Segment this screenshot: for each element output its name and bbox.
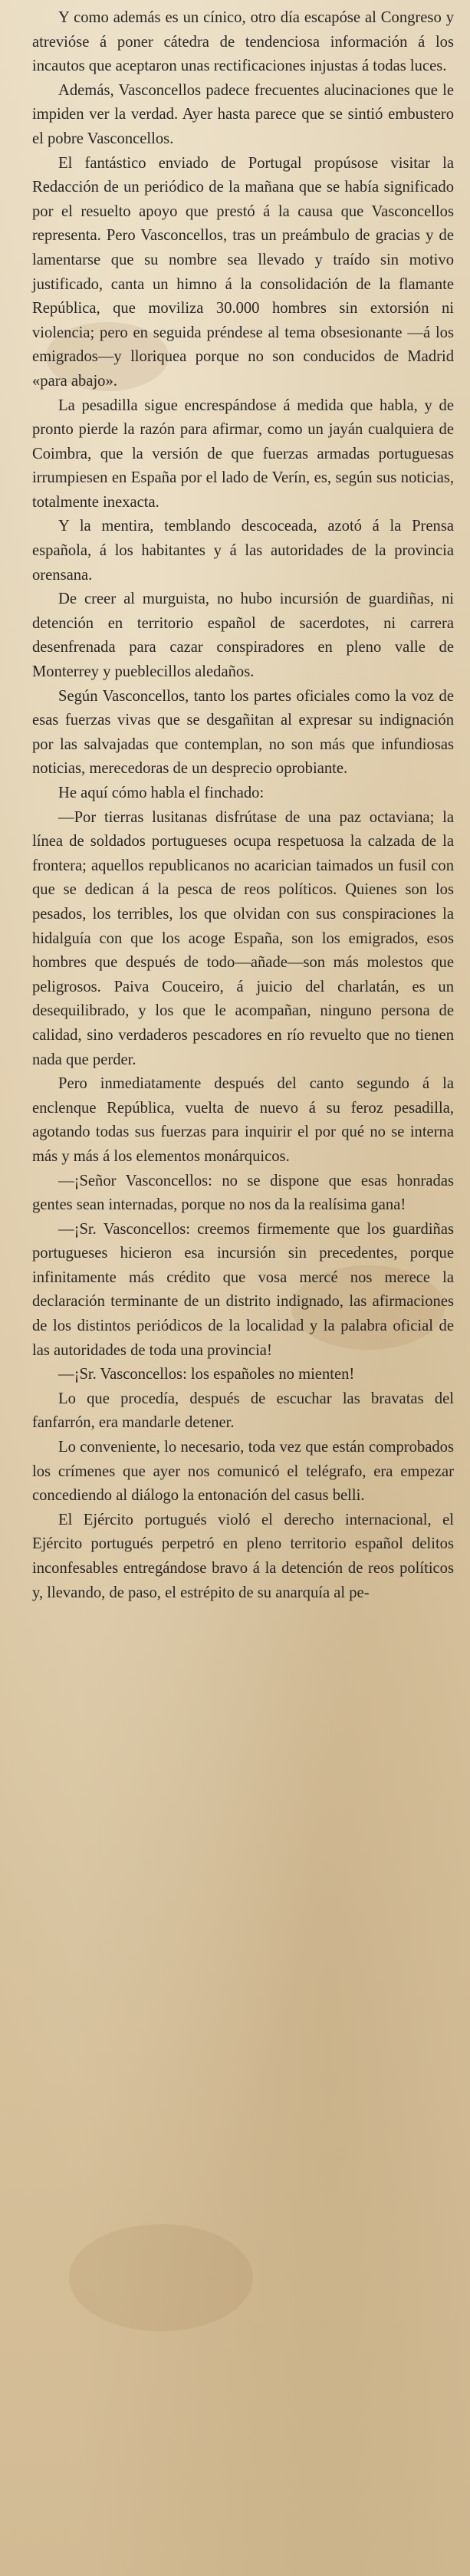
article-paragraph: He aquí cómo habla el finchado: (58, 785, 265, 801)
article-paragraph: La pesadilla sigue encrespándose á medida que habla, y de pronto pierde la razón para afirmar, como un jayán cualquiera de Coimbra, que la versión de que fuerzas armadas portuguesas irrumpiesen en España por el lado de Verín, es, según sus noticias, totalmente inexacta. (32, 396, 454, 511)
article-paragraph: De creer al murguista, no hubo incursión de guardiñas, ni detención en territorio español de sacerdotes, ni carrera desenfrenada para cazar conspiradores en pleno valle de Monterrey y pueblecillos aledaños. (32, 591, 454, 681)
article-paragraph: Además, Vasconcellos padece frecuentes alucinaciones que le impiden ver la verdad. Ayer hasta parece que se sintió embustero el pobre Vasconcellos. (32, 81, 454, 147)
article-paragraph: El fantástico enviado de Portugal propúsose visitar la Redacción de un periódico de la mañana que se había significado por el resuelto apoyo que prestó á la causa que Vasconcellos representa. Pero Vasconcellos, tras un preámbulo de gracias y de lamentarse que su nombre sea llevado y traído sin motivo justificado, canta un himno á la consolidación de la flamante República, que moviliza 30.000 hombres sin extorsión ni violencia; pero en seguida préndese al tema obsesionante —á los emigrados—y lloriquea porque no son conducidos de Madrid «para abajo». (32, 154, 454, 390)
article-paragraph: Y como además es un cínico, otro día escapóse al Congreso y atrevióse á poner cátedra de tendenciosa información á los incautos que aceptaron unas rectificaciones injustas á todas luces. (32, 9, 454, 75)
article-column (32, 6, 454, 1605)
article-paragraph: —¡Sr. Vasconcellos: los españoles no mienten! (58, 1366, 355, 1383)
article-paragraph: Lo que procedía, después de escuchar las bravatas del fanfarrón, era mandarle detener. (32, 1390, 454, 1432)
article-paragraph: Lo conveniente, lo necesario, toda vez que están comprobados los crímenes que ayer nos comunicó el telégrafo, era empezar concediendo al diálogo la entonación del casus belli. (32, 1439, 454, 1505)
article-paragraph: Y la mentira, temblando descoceada, azotó á la Prensa española, á los habitantes y á las autoridades de la provincia orensana. (32, 518, 454, 584)
article-paragraph: —Por tierras lusitanas disfrútase de una paz octaviana; la línea de soldados portugueses ocupa respetuosa la calzada de la frontera; aquellos republicanos no acarician taimados un fusil con que se dedican á la pesca de reos políticos. Quienes son los pesados, los terribles, los que olvidan con sus conspiraciones la hidalguía con que los acoge España, son los emigrados, esos hombres que después de todo—añade—son más molestos que peligrosos. Paiva Couceiro, á juicio del charlatán, es un desequilibrado, y los que le acompañan, ninguno persona de calidad, sino verdaderos pescadores en río revuelto que no tienen nada que perder. (32, 808, 454, 1068)
article-paragraph: El Ejército portugués violó el derecho internacional, el Ejército portugués perpetró en pleno territorio español delitos inconfesables entregándose bravo á la detención de reos políticos y, llevando, de paso, el estrépito de su anarquía al pe- (32, 1511, 454, 1601)
article-paragraph: Según Vasconcellos, tanto los partes oficiales como la voz de esas fuerzas vivas que se desgañitan al expresar su indignación por las salvajadas que contemplan, no son más que infundiosas noticias, merecedoras de un desprecio oprobiante. (32, 687, 454, 778)
article-paragraph: Pero inmediatamente después del canto segundo á la enclenque República, vuelta de nuevo á su feroz pesadilla, agotando todas sus fuerzas para inquirir el por qué no se interna más y más á los elementos monárquicos. (32, 1075, 454, 1165)
paper-stain (69, 2224, 253, 2331)
article-paragraph: —¡Señor Vasconcellos: no se dispone que esas honradas gentes sean internadas, porque no nos da la realísima gana! (32, 1172, 454, 1214)
article-paragraph: —¡Sr. Vasconcellos: creemos firmemente que los guardiñas portugueses hicieron esa incursión sin precedentes, porque infinitamente más crédito que vosa mercé nos merece la declaración terminante de un distrito indignado, las afirmaciones de los distintos periódicos de la localidad y la palabra oficial de las autoridades de toda una provincia! (32, 1220, 454, 1359)
